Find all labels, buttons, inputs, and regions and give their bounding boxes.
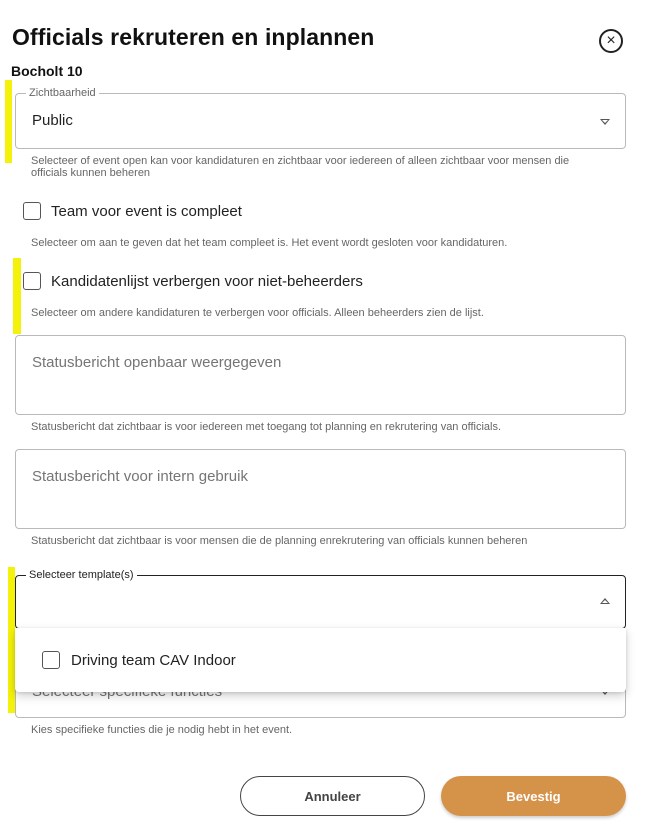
templates-select[interactable] — [15, 569, 626, 629]
public-status-helper: Statusbericht dat zichtbaar is voor iedereen met toegang tot planning en rekrutering van officials. — [31, 421, 502, 433]
page-title: Officials rekruteren en inplannen — [12, 24, 375, 50]
templates-dropdown-menu — [15, 628, 626, 692]
public-status-placeholder: Statusbericht openbaar weergegeven — [32, 354, 282, 371]
public-status-textarea[interactable] — [15, 335, 626, 415]
templates-legend: Selecteer template(s) — [26, 569, 137, 582]
team-complete-checkbox[interactable] — [23, 202, 41, 220]
close-button[interactable] — [599, 29, 623, 53]
chevron-up-icon — [600, 598, 610, 604]
visibility-select[interactable] — [15, 87, 626, 149]
visibility-legend: Zichtbaarheid — [26, 87, 99, 100]
hide-candidates-label[interactable]: Kandidatenlijst verbergen voor niet-beheerders — [51, 273, 363, 290]
highlight-mark — [5, 80, 12, 163]
event-name: Bocholt 10 — [11, 63, 83, 79]
functions-helper: Kies specifieke functies die je nodig hebt in het event. — [31, 724, 293, 736]
confirm-button[interactable]: Bevestig — [441, 776, 626, 816]
close-icon: × — [606, 32, 616, 49]
visibility-value: Public — [32, 112, 73, 129]
visibility-helper: Selecteer of event open kan voor kandidaturen en zichtbaar voor iedereen of alleen zichtbaar voor mensen die officials kunnen beheren — [31, 155, 570, 179]
internal-status-placeholder: Statusbericht voor intern gebruik — [32, 468, 248, 485]
cancel-button[interactable]: Annuleer — [240, 776, 425, 816]
highlight-mark — [8, 567, 15, 713]
team-complete-label[interactable]: Team voor event is compleet — [51, 203, 242, 220]
internal-status-helper: Statusbericht dat zichtbaar is voor mensen die de planning enrekrutering van officials kunnen beheren — [31, 535, 528, 547]
chevron-down-icon — [600, 119, 610, 125]
template-option[interactable] — [15, 628, 626, 692]
template-option-label: Driving team CAV Indoor — [71, 652, 236, 669]
team-complete-helper: Selecteer om aan te geven dat het team compleet is. Het event wordt gesloten voor kandidaturen. — [31, 237, 508, 249]
hide-candidates-checkbox[interactable] — [23, 272, 41, 290]
template-option-checkbox[interactable] — [42, 651, 60, 669]
highlight-mark — [13, 258, 21, 334]
internal-status-textarea[interactable] — [15, 449, 626, 529]
hide-candidates-helper: Selecteer om andere kandidaturen te verbergen voor officials. Alleen beheerders zien de lijst. — [31, 307, 484, 319]
